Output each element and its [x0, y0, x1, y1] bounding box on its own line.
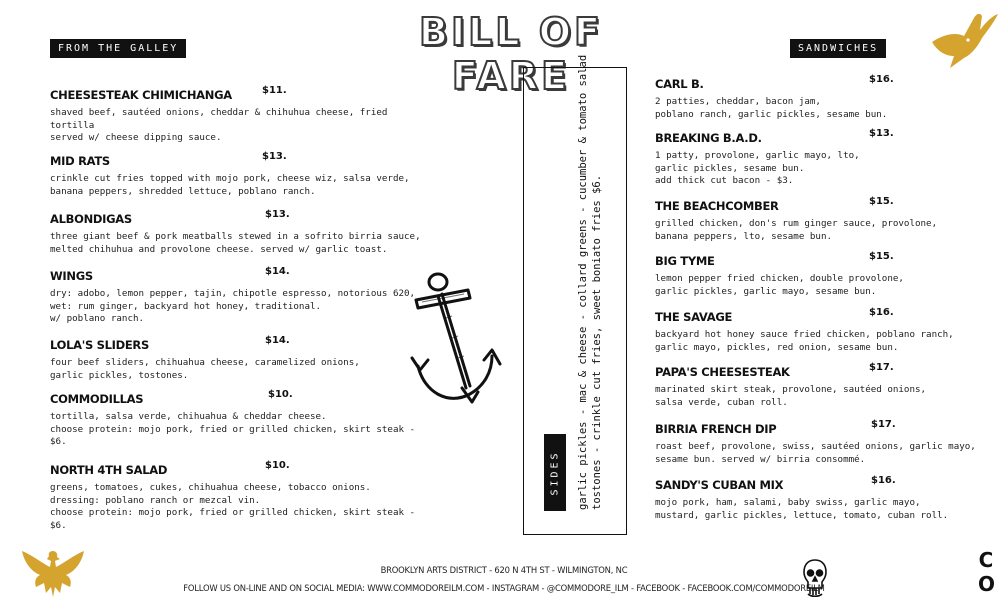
item-name: CHEESESTEAK CHIMICHANGA — [50, 88, 232, 102]
item-name: SANDY'S CUBAN MIX — [655, 478, 784, 492]
item-name: ALBONDIGAS — [50, 212, 132, 226]
menu-title: BILL OF FARE — [418, 10, 604, 98]
item-description: dry: adobo, lemon pepper, tajin, chipotle espresso, notorious 620, wet: rum ginger, backyard hot honey, traditional. w/ poblano ranch. — [50, 288, 416, 324]
menu-item-cheesesteak-chimichanga — [50, 84, 430, 145]
anchor-icon — [408, 268, 504, 412]
item-price: $16. — [869, 74, 894, 85]
section-tag-galley-label: FROM THE GALLEY — [58, 43, 179, 54]
menu-item-the-beachcomber — [655, 195, 955, 243]
item-price: $15. — [869, 251, 894, 262]
item-name: PAPA'S CHEESESTEAK — [655, 365, 790, 379]
item-name: COMMODILLAS — [50, 392, 144, 406]
item-name: THE BEACHCOMBER — [655, 199, 779, 213]
item-price: $13. — [869, 128, 894, 139]
menu-item-carl-b — [655, 73, 955, 121]
footer-social: FOLLOW US ON-LINE AND ON SOCIAL MEDIA: WWW.COMMODOREILM.COM - INSTAGRAM - @COMMODORE_ILM - FACEBOOK - FACEBOOK.COM/COMMODOREILM — [183, 583, 825, 593]
menu-item-papas-cheesesteak — [655, 361, 955, 409]
item-description: marinated skirt steak, provolone, sautéed onions, salsa verde, cuban roll. — [655, 384, 927, 408]
item-price: $17. — [869, 362, 894, 373]
section-tag-sandwiches — [790, 39, 886, 58]
item-name: BREAKING B.A.D. — [655, 131, 762, 145]
section-tag-galley — [50, 39, 186, 58]
item-name: WINGS — [50, 269, 93, 283]
item-description: greens, tomatoes, cukes, chihuahua cheese, tobacco onions. dressing: poblano ranch or mezcal vin. choose protein: mojo pork, fried or grilled chicken, skirt steak - $6. — [50, 482, 416, 531]
item-name: NORTH 4TH SALAD — [50, 463, 168, 477]
sides-line-2: tostones - crinkle cut fries, sweet boniato fries $6. — [591, 174, 603, 510]
item-price: $13. — [262, 151, 287, 162]
item-name: BIRRIA FRENCH DIP — [655, 422, 777, 436]
item-description: lemon pepper fried chicken, double provolone, garlic pickles, garlic mayo, sesame bun. — [655, 273, 904, 297]
item-name: CARL B. — [655, 77, 704, 91]
item-name: THE SAVAGE — [655, 310, 733, 324]
item-price: $15. — [869, 196, 894, 207]
menu-item-wings — [50, 265, 430, 326]
item-description: 2 patties, cheddar, bacon jam, poblano ranch, garlic pickles, sesame bun. — [655, 96, 888, 120]
menu-item-lolas-sliders — [50, 334, 430, 382]
item-description: tortilla, salsa verde, chihuahua & cheddar cheese. choose protein: mojo pork, fried or grilled chicken, skirt steak - $6. — [50, 411, 416, 447]
item-price: $16. — [871, 475, 896, 486]
item-description: three giant beef & pork meatballs stewed in a sofrito birria sauce, melted chihuhua and provolone cheese. served w/ garlic toast. — [50, 231, 421, 255]
swallow-icon — [930, 12, 1000, 70]
item-price: $16. — [869, 307, 894, 318]
sides-panel — [523, 54, 627, 535]
menu-item-the-savage — [655, 306, 985, 354]
brand-mark-cutoff: CO — [978, 548, 996, 596]
menu-item-sandys-cuban-mix — [655, 474, 985, 522]
item-description: four beef sliders, chihuahua cheese, caramelized onions, garlic pickles, tostones. — [50, 357, 360, 381]
item-price: $17. — [871, 419, 896, 430]
menu-item-mid-rats — [50, 150, 430, 198]
item-description: backyard hot honey sauce fried chicken, poblano ranch, garlic mayo, pickles, red onion, sesame bun. — [655, 329, 954, 353]
sides-list — [576, 54, 604, 510]
item-price: $10. — [265, 460, 290, 471]
menu-item-big-tyme — [655, 250, 955, 298]
item-name: BIG TYME — [655, 254, 715, 268]
skull-icon — [802, 558, 828, 598]
menu-item-north-4th-salad — [50, 459, 430, 532]
menu-item-birria-french-dip — [655, 418, 985, 466]
item-price: $11. — [262, 85, 287, 96]
item-description: crinkle cut fries topped with mojo pork, cheese wiz, salsa verde, banana peppers, shredded lettuce, poblano ranch. — [50, 173, 410, 197]
menu-item-breaking-bad — [655, 127, 955, 188]
menu-item-commodillas — [50, 388, 430, 449]
sides-line-1: garlic pickles - mac & cheese - collard greens - cucumber & tomato salad — [577, 54, 589, 510]
menu-item-albondigas — [50, 208, 430, 256]
footer-address: BROOKLYN ARTS DISTRICT - 620 N 4TH ST - WILMINGTON, NC — [380, 565, 628, 575]
item-description: shaved beef, sautéed onions, cheddar & chihuhua cheese, fried tortilla served w/ cheese dipping sauce. — [50, 107, 388, 143]
item-name: MID RATS — [50, 154, 110, 168]
item-price: $14. — [265, 335, 290, 346]
item-price: $13. — [265, 209, 290, 220]
sides-label-text: SIDES — [549, 449, 561, 496]
item-description: 1 patty, provolone, garlic mayo, lto, garlic pickles, sesame bun. add thick cut bacon - $3. — [655, 150, 860, 186]
section-tag-sandwiches-label: SANDWICHES — [798, 43, 879, 54]
item-name: LOLA'S SLIDERS — [50, 338, 149, 352]
item-price: $14. — [265, 266, 290, 277]
item-description: roast beef, provolone, swiss, sautéed onions, garlic mayo, sesame bun. served w/ birria consommé. — [655, 441, 976, 465]
item-price: $10. — [268, 389, 293, 400]
sides-label — [544, 434, 566, 511]
item-description: grilled chicken, don's rum ginger sauce, provolone, banana peppers, lto, sesame bun. — [655, 218, 938, 242]
item-description: mojo pork, ham, salami, baby swiss, garlic mayo, mustard, garlic pickles, lettuce, tomato, cuban roll. — [655, 497, 949, 521]
